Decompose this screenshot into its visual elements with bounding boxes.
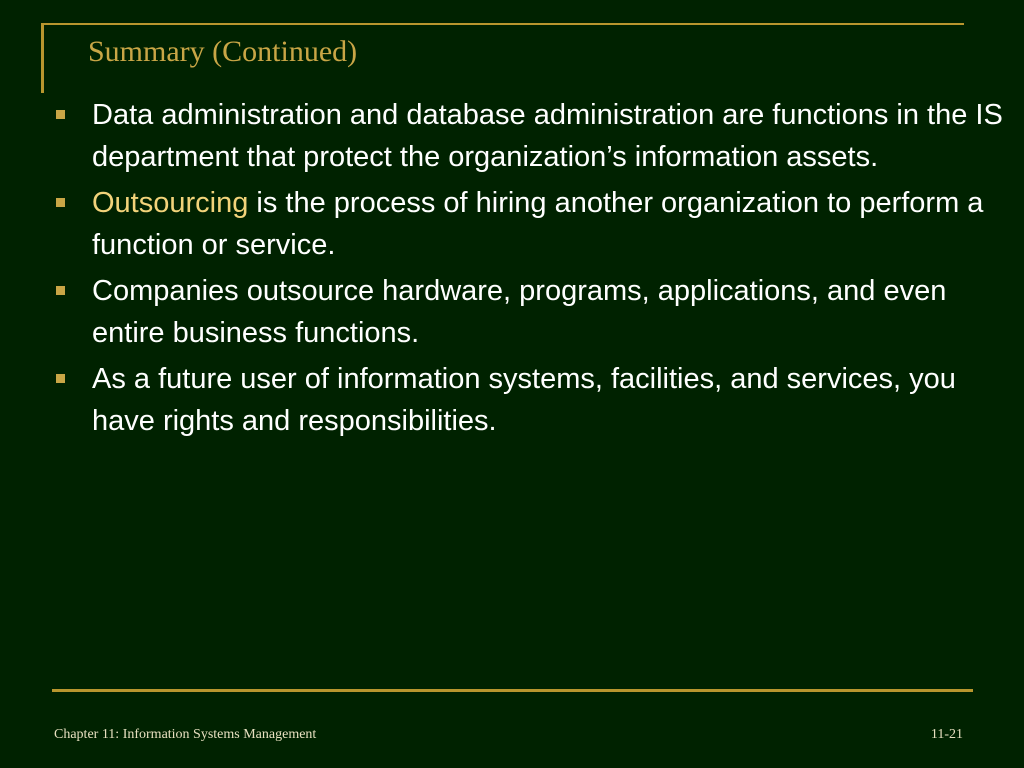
title-frame-top-line xyxy=(41,23,964,25)
bullet-text: Companies outsource hardware, programs, applications, and even entire business functions. xyxy=(92,275,947,349)
bullet-item xyxy=(56,182,1006,266)
footer-divider xyxy=(52,689,973,692)
bullet-list xyxy=(56,94,1006,446)
bullet-text: As a future user of information systems, facilities, and services, you have rights and responsibilities. xyxy=(92,363,956,437)
square-bullet-icon xyxy=(56,374,65,383)
bullet-text: is the process of hiring another organization to perform a function or service. xyxy=(92,187,984,261)
bullet-item xyxy=(56,270,1006,354)
bullet-item xyxy=(56,94,1006,178)
square-bullet-icon xyxy=(56,198,65,207)
square-bullet-icon xyxy=(56,286,65,295)
square-bullet-icon xyxy=(56,110,65,119)
highlighted-term: Outsourcing xyxy=(92,187,249,219)
bullet-text: Data administration and database administration are functions in the IS department that protect the organization’s information assets. xyxy=(92,99,1003,173)
bullet-item xyxy=(56,358,1006,442)
title-frame-left-line xyxy=(41,23,44,93)
footer-chapter-label: Chapter 11: Information Systems Management xyxy=(54,727,317,742)
footer-page-number: 11-21 xyxy=(930,727,963,742)
slide-title: Summary (Continued) xyxy=(88,35,358,68)
